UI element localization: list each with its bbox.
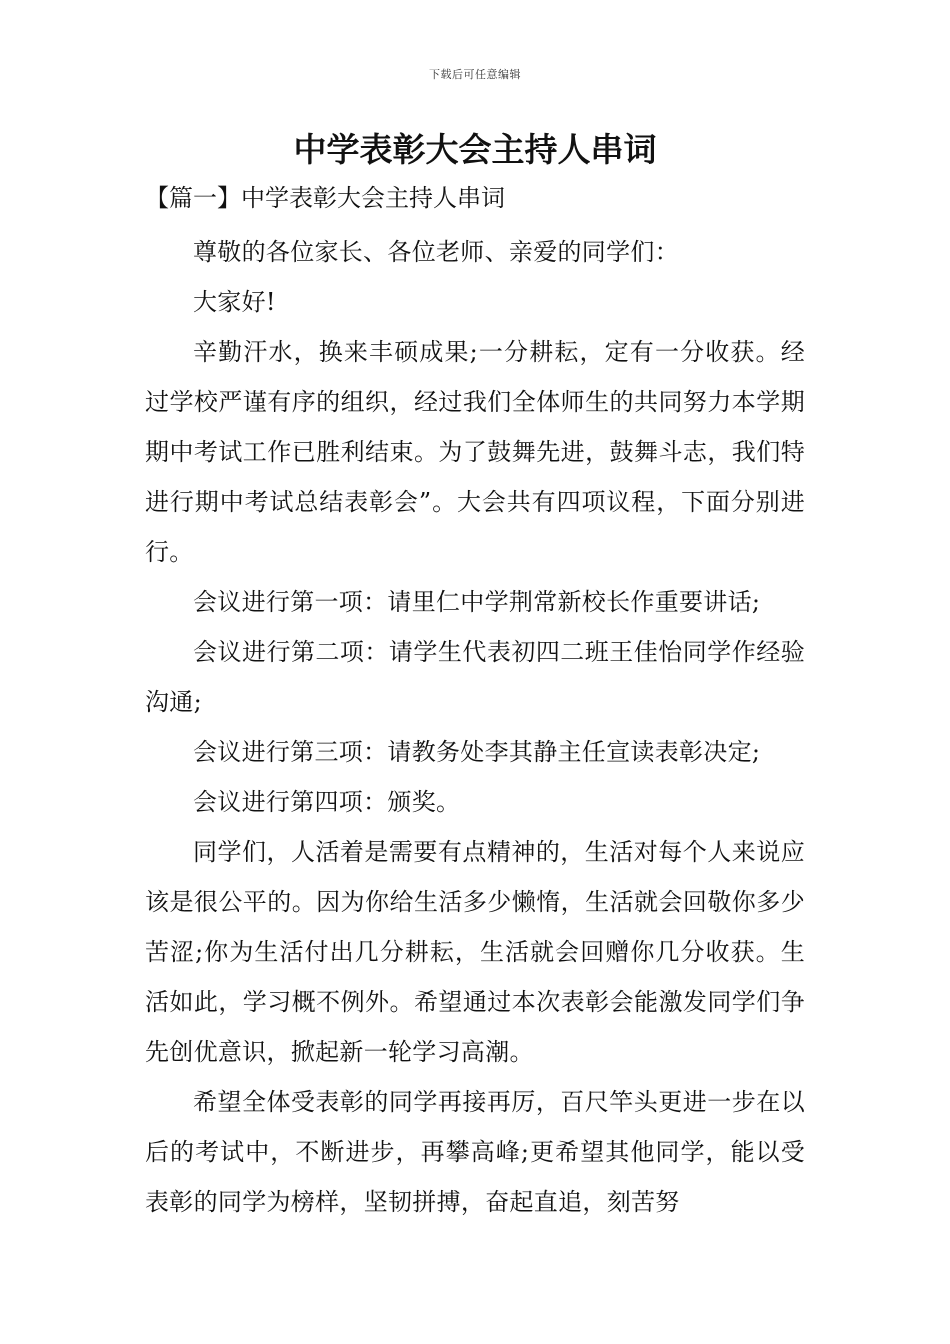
document-body [145,227,805,1227]
document-title: 中学表彰大会主持人串词 [293,130,657,169]
section-heading: 【篇一】中学表彰大会主持人串词 [145,184,505,212]
paragraph-agenda-4: 会议进行第四项：颁奖。 [193,788,461,816]
paragraph-agenda-2: 会议进行第二项：请学生代表初四二班王佳怡同学作经验沟通; [145,638,805,716]
header-note: 下载后可任意编辑 [429,68,521,81]
paragraph-intro: 辛勤汗水，换来丰硕成果;一分耕耘，定有一分收获。经过学校严谨有序的组织，经过我们全体师生的共同努力本学期期中考试工作已胜利结束。为了鼓舞先进，鼓舞斗志，我们特进行期中考试总结表彰会”。大会共有四项议程，下面分别进行。 [145,338,805,566]
paragraph-greeting: 大家好! [193,288,276,316]
paragraph-agenda-1: 会议进行第一项：请里仁中学荆常新校长作重要讲话; [193,588,761,616]
paragraph-reflection: 同学们，人活着是需要有点精神的，生活对每个人来说应该是很公平的。因为你给生活多少懒惰，生活就会回敬你多少苦涩;你为生活付出几分耕耘，生活就会回赠你几分收获。生活如此，学习概不例外。希望通过本次表彰会能激发同学们争先创优意识，掀起新一轮学习高潮。 [145,838,805,1066]
paragraph-salutation: 尊敬的各位家长、各位老师、亲爱的同学们： [193,238,679,266]
paragraph-encouragement: 希望全体受表彰的同学再接再厉，百尺竿头更进一步在以后的考试中，不断进步，再攀高峰;更希望其他同学，能以受表彰的同学为榜样，坚韧拼搏，奋起直追，刻苦努 [145,1088,805,1216]
paragraph-agenda-3: 会议进行第三项：请教务处李其静主任宣读表彰决定; [193,738,761,766]
